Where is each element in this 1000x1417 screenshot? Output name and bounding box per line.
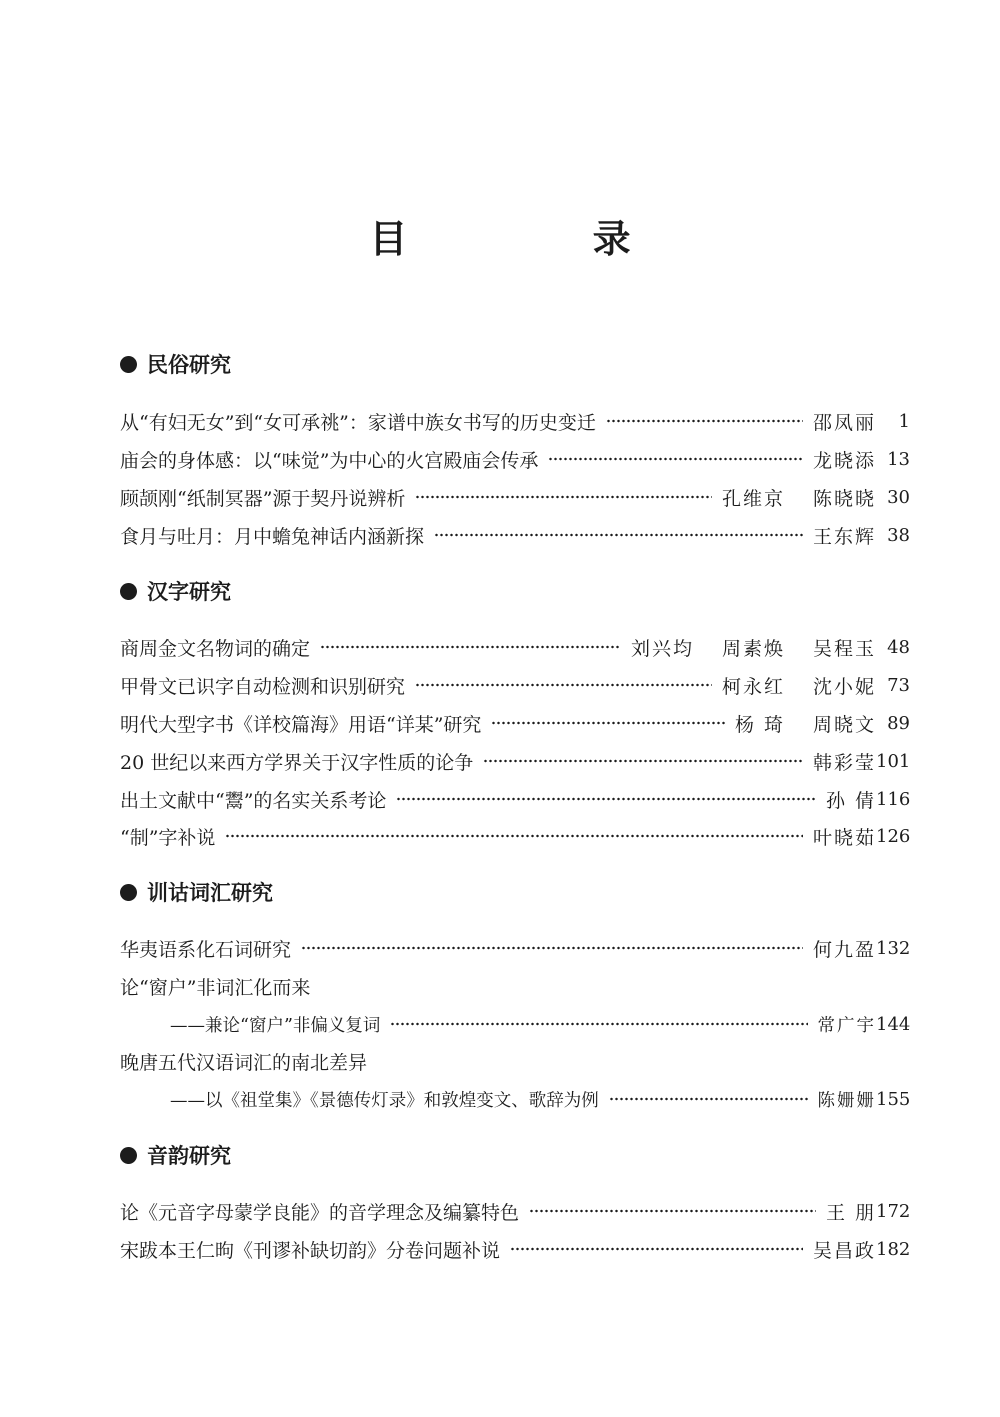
entry-title: 顾颉刚“纸制冥器”源于契丹说辨析	[120, 487, 406, 510]
entry-title: 庙会的身体感：以“味觉”为中心的火宫殿庙会传承	[120, 449, 539, 472]
author-name: 叶晓茹	[812, 826, 876, 849]
entry-title: 华夷语系化石词研究	[120, 938, 292, 961]
author-name: 沈小妮	[812, 675, 876, 698]
entry-authors	[813, 935, 876, 962]
toc-entry[interactable]	[120, 444, 910, 474]
toc-entry[interactable]	[120, 482, 910, 512]
entry-authors	[735, 710, 876, 737]
entry-title: 甲骨文已识字自动检测和识别研究	[120, 675, 406, 698]
page-number: 89	[887, 712, 910, 734]
entry-title: 从“有妇无女”到“女可承祧”：家谱中族女书写的历史变迁	[120, 411, 596, 434]
dot-leader	[529, 1207, 816, 1215]
entry-title: ——以《祖堂集》《景德传灯录》和敦煌变文、歌辞为例	[170, 1090, 599, 1111]
author-name: 吴昌政	[812, 1239, 876, 1262]
entry-authors	[818, 1012, 877, 1037]
page-number: 30	[887, 486, 910, 508]
dot-leader	[491, 719, 725, 727]
entry-authors	[813, 446, 876, 473]
page-title: 目 录	[369, 217, 717, 261]
author-name: 陈姗姗	[817, 1090, 876, 1111]
toc-entry[interactable]	[120, 1234, 910, 1264]
author-name: 邵凤丽	[812, 411, 876, 434]
entry-authors	[826, 786, 876, 813]
page-number: 126	[876, 825, 911, 847]
page-number: 182	[876, 1238, 911, 1260]
entry-authors	[826, 1198, 876, 1225]
bullet-icon	[120, 583, 137, 600]
page-number: 38	[887, 524, 910, 546]
dot-leader	[415, 493, 712, 501]
dot-leader	[606, 417, 803, 425]
author-name: 陈晓晓	[812, 487, 876, 510]
toc-subtitle-entry[interactable]	[170, 1009, 910, 1039]
toc-entry[interactable]	[120, 746, 910, 776]
section-heading-label: 民俗研究	[147, 353, 231, 377]
entry-authors	[631, 634, 876, 661]
dot-leader	[396, 795, 816, 803]
toc-entry[interactable]	[120, 1046, 910, 1076]
bullet-icon	[120, 1147, 137, 1164]
entry-title: 20 世纪以来西方学界关于汉字性质的论争	[120, 751, 474, 774]
page-number: 144	[876, 1013, 911, 1035]
section-heading-label: 音韵研究	[147, 1144, 231, 1168]
entry-title: 食月与吐月：月中蟾兔神话内涵新探	[120, 525, 425, 548]
page-number: 101	[876, 750, 911, 772]
toc-entry[interactable]	[120, 406, 910, 436]
page-number: 13	[887, 448, 910, 470]
section-heading	[120, 877, 273, 907]
author-name: 王 朋	[825, 1201, 876, 1224]
dot-leader	[434, 531, 803, 539]
page-number: 116	[876, 788, 911, 810]
author-name: 常广宇	[817, 1015, 876, 1036]
page-number: 48	[887, 636, 910, 658]
entry-title: ——兼论“窗户”非偏义复词	[170, 1015, 381, 1036]
page-number: 155	[876, 1088, 911, 1110]
entry-authors	[813, 522, 876, 549]
dot-leader	[609, 1095, 808, 1103]
toc-entry[interactable]	[120, 971, 910, 1001]
page-number: 172	[876, 1200, 911, 1222]
toc-entry[interactable]	[120, 821, 910, 851]
author-name: 龙晓添	[812, 449, 876, 472]
entry-authors	[813, 748, 876, 775]
author-name: 周素焕	[721, 637, 785, 660]
author-name: 孔维京	[721, 487, 785, 510]
dot-leader	[301, 944, 803, 952]
toc-entry[interactable]	[120, 1196, 910, 1226]
author-name: 杨 琦	[734, 713, 785, 736]
entry-authors	[813, 823, 876, 850]
author-name: 孙 倩	[825, 789, 876, 812]
entry-title: 宋跋本王仁昫《刊谬补缺切韵》分卷问题补说	[120, 1239, 501, 1262]
author-name: 柯永红	[721, 675, 785, 698]
author-name: 王东辉	[812, 525, 876, 548]
dot-leader	[390, 1020, 807, 1028]
author-name: 吴程玉	[812, 637, 876, 660]
toc-entry[interactable]	[120, 670, 910, 700]
author-name: 刘兴均	[630, 637, 694, 660]
entry-authors	[813, 1236, 876, 1263]
toc-entry[interactable]	[120, 708, 910, 738]
bullet-icon	[120, 884, 137, 901]
dot-leader	[415, 681, 712, 689]
entry-title: 论“窗户”非词汇化而来	[120, 976, 311, 999]
entry-title: 商周金文名物词的确定	[120, 637, 311, 660]
dot-leader	[548, 455, 803, 463]
section-heading-label: 训诂词汇研究	[147, 881, 273, 905]
entry-title: “制”字补说	[120, 826, 216, 849]
entry-title: 论《元音字母蒙学良能》的音学理念及编纂特色	[120, 1201, 520, 1224]
page-number: 73	[887, 674, 910, 696]
entry-title: 出土文献中“鬻”的名实关系考论	[120, 789, 387, 812]
entry-authors	[722, 672, 876, 699]
entry-title: 晚唐五代汉语词汇的南北差异	[120, 1051, 368, 1074]
section-heading-label: 汉字研究	[147, 580, 231, 604]
toc-subtitle-entry[interactable]	[170, 1084, 910, 1114]
author-name: 韩彩莹	[812, 751, 876, 774]
dot-leader	[320, 643, 621, 651]
dot-leader	[483, 757, 803, 765]
toc-entry[interactable]	[120, 632, 910, 662]
entry-authors	[813, 408, 876, 435]
entry-authors	[722, 484, 876, 511]
page-number: 132	[876, 937, 911, 959]
page-number: 1	[898, 410, 910, 432]
toc-entry[interactable]	[120, 784, 910, 814]
entry-authors	[818, 1087, 877, 1112]
author-name: 何九盈	[812, 938, 876, 961]
toc-entry[interactable]	[120, 520, 910, 550]
author-name: 周晓文	[812, 713, 876, 736]
section-heading	[120, 576, 231, 606]
dot-leader	[510, 1245, 803, 1253]
entry-title: 明代大型字书《详校篇海》用语“详某”研究	[120, 713, 482, 736]
section-heading	[120, 1140, 231, 1170]
dot-leader	[225, 832, 803, 840]
bullet-icon	[120, 356, 137, 373]
toc-entry[interactable]	[120, 933, 910, 963]
section-heading	[120, 349, 231, 379]
